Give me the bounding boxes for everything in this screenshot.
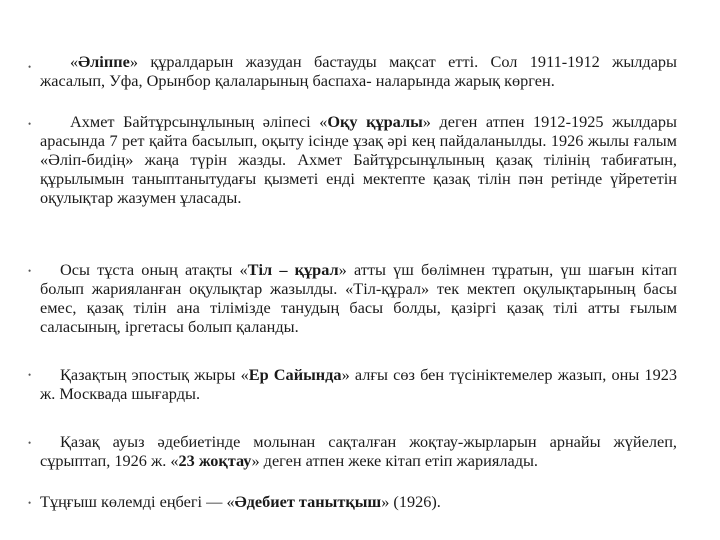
paragraph-text: Тұңғыш көлемді еңбегі — « [40, 492, 235, 511]
bold-title: 23 жоқтау [178, 451, 252, 470]
bold-title: Оқу құралы [327, 112, 423, 131]
paragraph-23-zhoqtau [40, 432, 677, 470]
paragraph-alippe [40, 52, 677, 90]
paragraph-til-qural [40, 260, 677, 336]
paragraph-text: » деген атпен жеке кітап етіп жариялады. [251, 451, 539, 470]
bullet-icon: • [28, 370, 32, 380]
bullet-icon: • [28, 438, 32, 448]
paragraph-text: » құралдарын жазудан бастауды мақсат етті. Сол 1911-1912 жылдары жасалып, Уфа, Орынбор қалаларының баспаха- наларында жарық көрген. [40, 52, 677, 90]
paragraph-er-sayinda [40, 365, 677, 403]
bold-title: Әдебиет танытқыш [234, 492, 382, 511]
bold-title: Ер Сайында [248, 365, 342, 384]
paragraph-text: » алғы сөз бен түсініктемелер жазып, оны 1923 ж. Москвада шығарды. [40, 365, 677, 403]
paragraph-oqu-quraly [40, 112, 677, 207]
paragraph-text: Қазақ ауыз әдебиетінде молынан сақталған жоқтау-жырларын арнайы жүйелеп, сұрыптап, 1926 ж. « [40, 432, 677, 470]
paragraph-adebiet-tanytqysh [40, 492, 677, 511]
bullet-icon: • [28, 62, 32, 72]
bullet-icon: • [28, 119, 32, 129]
paragraph-text: » атты үш бөлімнен тұратын, үш шағын кітап болып жарияланған оқулықтар жазылды. «Тіл-құрал» тек мектеп оқулықтарының басы емес, қазақ тілін ана тілімізде танудың басы болды, қазіргі қазақ тілі атты ғылым саласының, іргетасы болып қаланды. [40, 260, 677, 336]
paragraph-text: » деген атпен 1912-1925 жылдары арасында 7 рет қайта басылып, оқыту ісінде ұзақ әрі кең пайдаланылды. 1926 жылы ғалым «Әліп-бидің» жаңа түрін жазды. Ахмет Байтұрсынұлының қазақ тілінің табиғатын, құрылымын таныптанытудағы қызметі енді мектепте қазақ тілін пән ретінде үйрететін оқулықтар жазумен ұласады. [40, 112, 677, 207]
bold-title: Әліппе [78, 52, 130, 71]
bullet-icon: • [28, 266, 32, 276]
bold-title: Тіл – құрал [247, 260, 339, 279]
paragraph-text: Осы тұста оның атақты « [60, 260, 248, 279]
paragraph-text: Қазақтың эпостық жыры « [60, 365, 249, 384]
paragraph-text: » (1926). [381, 492, 441, 511]
bullet-icon: • [28, 498, 32, 508]
paragraph-text: « [70, 52, 79, 71]
paragraph-text: Ахмет Байтұрсынұлының әліпесі « [70, 112, 328, 131]
